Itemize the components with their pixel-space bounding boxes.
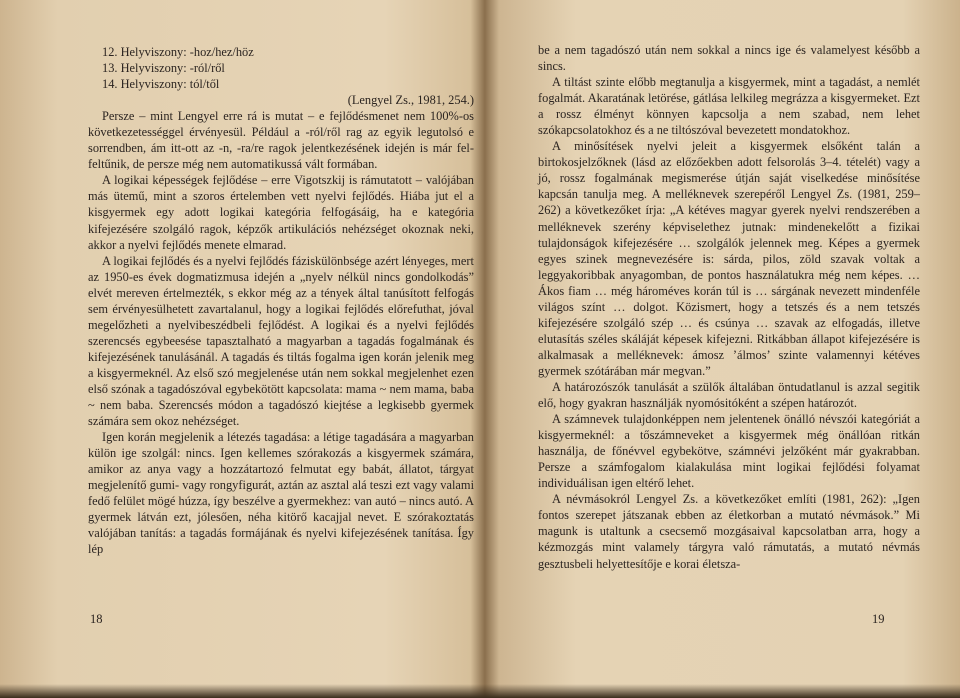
paragraph: Persze – mint Lengyel erre rá is mutat – e fejlődésmenet nem 100%-os következetességgel érvényesül. Például a -ról/ről rag az egyik legutolsó e sorrendben, ám itt-ott az -n, -ra/re ragok jelentkezésének idején is már fel-feltűnik, de persze még nem automatikussá vált formában. bbox=[88, 109, 474, 172]
paragraph: A logikai képességek fejlődése – erre Vigotszkij is rámutatott – valójában más ütemű, mint a szoros értelemben vett nyelvi fejlődés. Hiába jut el a kisgyermek egy adott logikai kategória felfogásáig, ha e kategória kifejezésére szolgáló ragok, képzők artikulációs nehézséget okoznak neki, akkor a nyelvi fejlődés menete elmarad. bbox=[88, 173, 474, 252]
paragraph: A számnevek tulajdonképpen nem jelentenek önálló névszói kategóriát a kisgyermeknél: a tőszámneveket a kisgyermek még önállóan ritkán használja, de főnévvel egybekötve, számnévi jelzőként már gyakrabban. Persze a számfogalom kialakulása mint logikai fejlődési folyamat individuálisan igen eltérő lehet. bbox=[538, 412, 920, 491]
paragraph: A névmásokról Lengyel Zs. a következőket említi (1981, 262): „Igen fontos szerepet játszanak ebben az életkorban a mutató névmások.” Mi magunk is utaltunk a csecsemő mozgásaival kapcsolatban arra, hogy a kézmozgás mint valamely tárgyra való rámutatás, a mutató névmás gesztusbeli helyettesítője e korai életsza- bbox=[538, 492, 920, 571]
right-page bbox=[500, 0, 960, 698]
paragraph: A határozószók tanulását a szülők általában öntudatlanul is azzal segitik elő, hogy gyakran használják nyomósitóként a szépen határozót. bbox=[538, 379, 920, 411]
relation-item: 13. Helyviszony: -ról/ről bbox=[102, 61, 225, 76]
right-page-text bbox=[538, 42, 920, 572]
paragraph: be a nem tagadószó után nem sokkal a nincs ige és valamelyest később a sincs. bbox=[538, 43, 920, 74]
left-page-text bbox=[88, 44, 474, 558]
page-number: 18 bbox=[90, 612, 103, 626]
page-number: 19 bbox=[872, 612, 885, 626]
relation-item: 12. Helyviszony: -hoz/hez/höz bbox=[102, 45, 254, 59]
paragraph: Igen korán megjelenik a létezés tagadása: a létige tagadására a magyarban külön ige szolgál: nincs. Igen kellemes szórakozás a kisgyermek számára, amikor az anya vagy a hozzátartozó felmutat egy babát, állatot, tárgyat megjelenítő gumi- vagy rongyfigurát, aztán az asztal alá teszi ezt vagy valami fedő felület mögé húzza, így beszélve a gyermekhez: van autó – nincs autó. A gyermek látván ezt, jólesően, néha kitörő kacajjal nevet. E szórakoztatás valójában tanítás: a tagadás formájának és nyelvi kifejezésének tanítása. Így lép bbox=[88, 430, 475, 557]
citation: (Lengyel Zs., 1981, 254.) bbox=[347, 93, 474, 108]
paragraph: A minősítések nyelvi jeleit a kisgyermek elsőként talán a birtokosjelzőknek (lásd az előzőekben adott felsorolás 3–4. tételét) vagy a jó, rossz fogalmának megismerése útján saját viselkedése minősítése kapcsán tanulja meg. A melléknevek szerepéről Lengyel Zs. (1981, 259–262) a következőket írja: „A kétéves magyar gyerek nyelvi rendszerében a melléknevek szerény képviselethez jutnak: mindenekelőtt a fizikai tulajdonságok kifejezésére … szolgálók jelennek meg. Képes a gyermek egyes szinek megnevezésére is: sárda, pilos, zöld szavak voltak a leggyakoribbak anyagomban, de pontos használatukra még nem képes. … Ákos fiam … még hároméves korán túl is … sárgának nevezett mindenféle világos színt … dolgot. Közismert, hogy a tetszés és a nem tetszés kifejezésére szolgáló szép … és csúnya … szavak az elfogadás, illetve elutasítás széles skáláját képesek kifejezni. Ritkábban állapot kifejezésére is alkalmasak a melléknevek: ámosz ’álmos’ szinte valamennyi kétéves gyermek szótárában már megvan.” bbox=[538, 139, 920, 378]
paragraph: A tiltást szinte előbb megtanulja a kisgyermek, mint a tagadást, a nemlét fogalmát. Akaratának letörése, gátlása lelkileg megrázza a kisgyermeket. Ezt a rossz élményt könnyen kapcsolja a nem szabad, nem lehet szókapcsolatokhoz és a ne tiltószóval bevezetett mondatokhoz. bbox=[538, 75, 920, 138]
paragraph: A logikai fejlődés és a nyelvi fejlődés fáziskülönbsége azért lényeges, mert az 1950-es évek dogmatizmusa idején a „nyelv nélkül nincs gondolkodás” elvét mereven értelmezték, s ekkor még az a tények által tanúsított felfogás sem érvényesülhetett zavartalanul, hogy a logikai fejlődés előrefuthat, jóval megelőzheti a nyelvibeszédbeli fejlődést. A logikai és a nyelvi fejlődés szerencsés egybeesése tapasztalható a magyarban a tagadás fogalmának és kifejezésének tanulásánál. A tagadás és tiltás fogalma igen korán jelenik meg a kisgyermeknél. Az első szó megjelenése után nem sokkal megjelenhet ezen első szónak a tagadószóval egybekötött kapcsolata: mama ~ nem mama, baba ~ nem baba. Szerencsés módon a tagadószó kiejtése a legkisebb gyermek számára sem okoz nehézséget. bbox=[88, 253, 474, 429]
relation-item: 14. Helyviszony: tól/től bbox=[102, 77, 220, 92]
